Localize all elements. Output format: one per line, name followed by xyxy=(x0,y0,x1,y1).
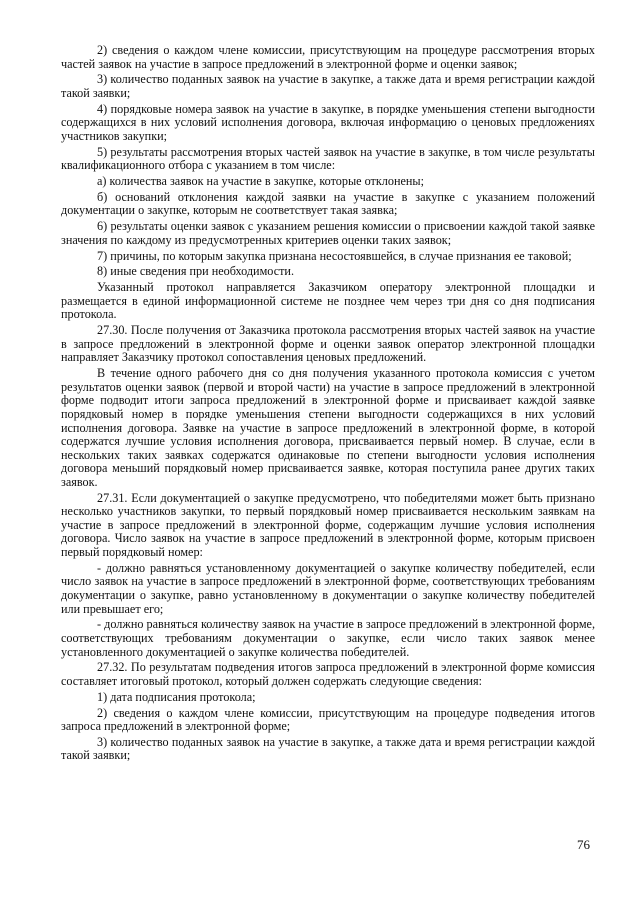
paragraph: 7) причины, по которым закупка признана несостоявшейся, в случае признания ее таковой; xyxy=(97,248,572,263)
paragraph: 2) сведения о каждом члене комиссии, присутствующим на процедуре рассмотрения вторых частей заявок на участие в запросе предложений в электронной форме и оценки заявок; xyxy=(61,43,595,71)
paragraph: Указанный протокол направляется Заказчиком оператору электронной площадки и размещается в единой информационной системе не позднее чем через три дня со дня подписания протокола. xyxy=(61,280,595,322)
paragraph: а) количества заявок на участие в закупке, которые отклонены; xyxy=(97,174,424,189)
paragraph: В течение одного рабочего дня со дня получения указанного протокола комиссия с учетом результатов оценки заявок (первой и второй части) на участие в запросе предложений в электронной форме подводит итоги запроса предложений в электронной форме и присваивает каждой заявке порядковый номер в порядке уменьшения степени выгодности содержащихся в них условий исполнения договора. Заявке на участие в запросе предложений в электронной форме, в которой содержатся лучшие условия исполнения договора, присваивается первый номер. В случае, если в нескольких таких заявках содержатся одинаковые по степени выгодности условия исполнения договора меньший порядковый номер присваивается заявке, которая поступила ранее других таких заявок. xyxy=(61,366,595,489)
paragraph: 2) сведения о каждом члене комиссии, присутствующим на процедуре подведения итогов запроса предложений в электронной форме; xyxy=(61,705,595,734)
paragraph: 3) количество поданных заявок на участие в закупке, а также дата и время регистрации каждой такой заявки; xyxy=(61,72,595,100)
paragraph: 27.30. После получения от Заказчика протокола рассмотрения вторых частей заявок на участие в запросе предложений в электронной форме и оценки заявок оператор электронной площадки направляет Заказчику протокол сопоставления ценовых предложений. xyxy=(61,323,595,365)
document-body xyxy=(61,44,595,765)
paragraph: 27.32. По результатам подведения итогов запроса предложений в электронной форме комиссия составляет итоговый протокол, который должен содержать следующие сведения: xyxy=(61,660,595,688)
paragraph: 3) количество поданных заявок на участие в закупке, а также дата и время регистрации каждой такой заявки; xyxy=(61,734,595,763)
paragraph: 8) иные сведения при необходимости. xyxy=(97,264,294,279)
paragraph: 5) результаты рассмотрения вторых частей заявок на участие в закупке, в том числе результаты квалификационного отбора с указанием в том числе: xyxy=(61,144,595,173)
paragraph: - должно равняться количеству заявок на участие в запросе предложений в электронной форме, соответствующих требованиям документации о закупке, если число таких заявок менее установленного документацией о закупке количества победителей. xyxy=(61,617,595,659)
page-number: 76 xyxy=(577,837,590,852)
paragraph: 1) дата подписания протокола; xyxy=(97,689,256,704)
paragraph: 27.31. Если документацией о закупке предусмотрено, что победителями может быть признано несколько участников закупки, то первый порядковый номер присваивается нескольким заявкам на участие в запросе предложений в электронной форме, содержащим лучшие условия исполнения договора. Число заявок на участие в запросе предложений в электронной форме, которым присвоен первый порядковый номер: xyxy=(61,490,595,560)
paragraph: 6) результаты оценки заявок с указанием решения комиссии о присвоении каждой такой заявке значения по каждому из предусмотренных критериев оценки таких заявок; xyxy=(61,219,595,247)
paragraph: б) оснований отклонения каждой заявки на участие в закупке с указанием положений документации о закупке, которым не соответствует такая заявка; xyxy=(61,189,595,218)
paragraph: - должно равняться установленному документацией о закупке количеству победителей, если число заявок на участие в запросе предложений в электронной форме, соответствующих требованиям документации о закупке, равно установленному в документации о закупке количеству победителей или превышает его; xyxy=(61,560,595,616)
paragraph: 4) порядковые номера заявок на участие в закупке, в порядке уменьшения степени выгодности содержащихся в них условий исполнения договора, включая информацию о ценовых предложениях участников закупки; xyxy=(61,101,595,143)
